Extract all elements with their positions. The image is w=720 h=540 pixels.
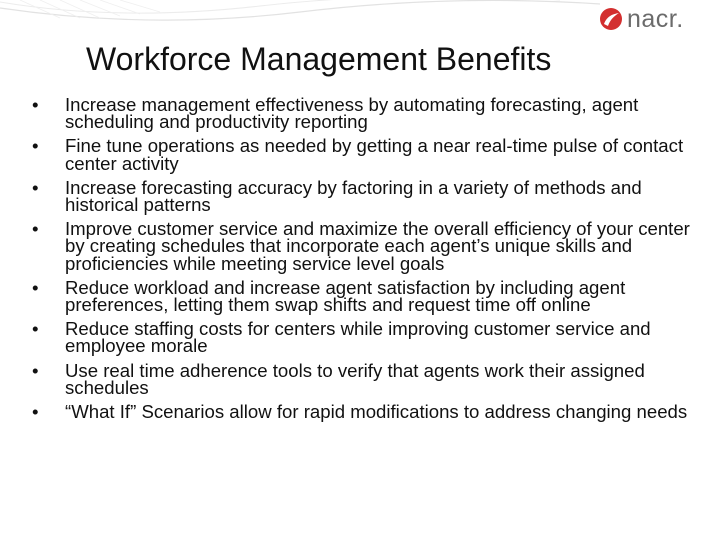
bullet-text: Increase forecasting accuracy by factoring in a variety of methods and historical patterns bbox=[65, 176, 642, 216]
bullet-text: Reduce staffing costs for centers while improving customer service and employee morale bbox=[65, 318, 651, 357]
slide-title: Workforce Management Benefits bbox=[86, 41, 552, 77]
list-item bbox=[32, 220, 704, 272]
list-item bbox=[32, 359, 704, 398]
bullet-text: Improve customer service and maximize the overall efficiency of your center by creating schedules that incorporate each agent’s unique skills and proficiencies while meeting service level goals bbox=[65, 218, 690, 274]
bullet-icon: • bbox=[32, 359, 39, 381]
bullet-icon: • bbox=[32, 401, 39, 423]
bullet-icon: • bbox=[32, 176, 39, 198]
bullet-list bbox=[32, 96, 704, 427]
bullet-icon: • bbox=[32, 276, 39, 298]
list-item bbox=[32, 401, 704, 423]
bullet-text: Reduce workload and increase agent satisfaction by including agent preferences, letting them swap shifts and request time off online bbox=[65, 276, 626, 316]
list-item bbox=[32, 176, 704, 216]
list-item bbox=[32, 135, 704, 174]
company-logo bbox=[598, 6, 684, 32]
list-item bbox=[32, 318, 704, 357]
bullet-text: “What If” Scenarios allow for rapid modifications to address changing needs bbox=[65, 401, 688, 423]
bullet-icon: • bbox=[32, 218, 39, 240]
logo-text: nacr. bbox=[627, 4, 684, 33]
bullet-text: Increase management effectiveness by automating forecasting, agent scheduling and productivity reporting bbox=[65, 94, 639, 133]
list-item bbox=[32, 94, 704, 133]
bullet-icon: • bbox=[32, 94, 39, 115]
bullet-icon: • bbox=[32, 318, 39, 340]
bullet-icon: • bbox=[32, 135, 39, 157]
list-item bbox=[32, 276, 704, 316]
bullet-text: Fine tune operations as needed by getting a near real-time pulse of contact center activity bbox=[65, 135, 684, 174]
nacr-logo-mark-icon bbox=[598, 6, 624, 32]
bullet-text: Use real time adherence tools to verify that agents work their assigned schedules bbox=[65, 359, 645, 398]
